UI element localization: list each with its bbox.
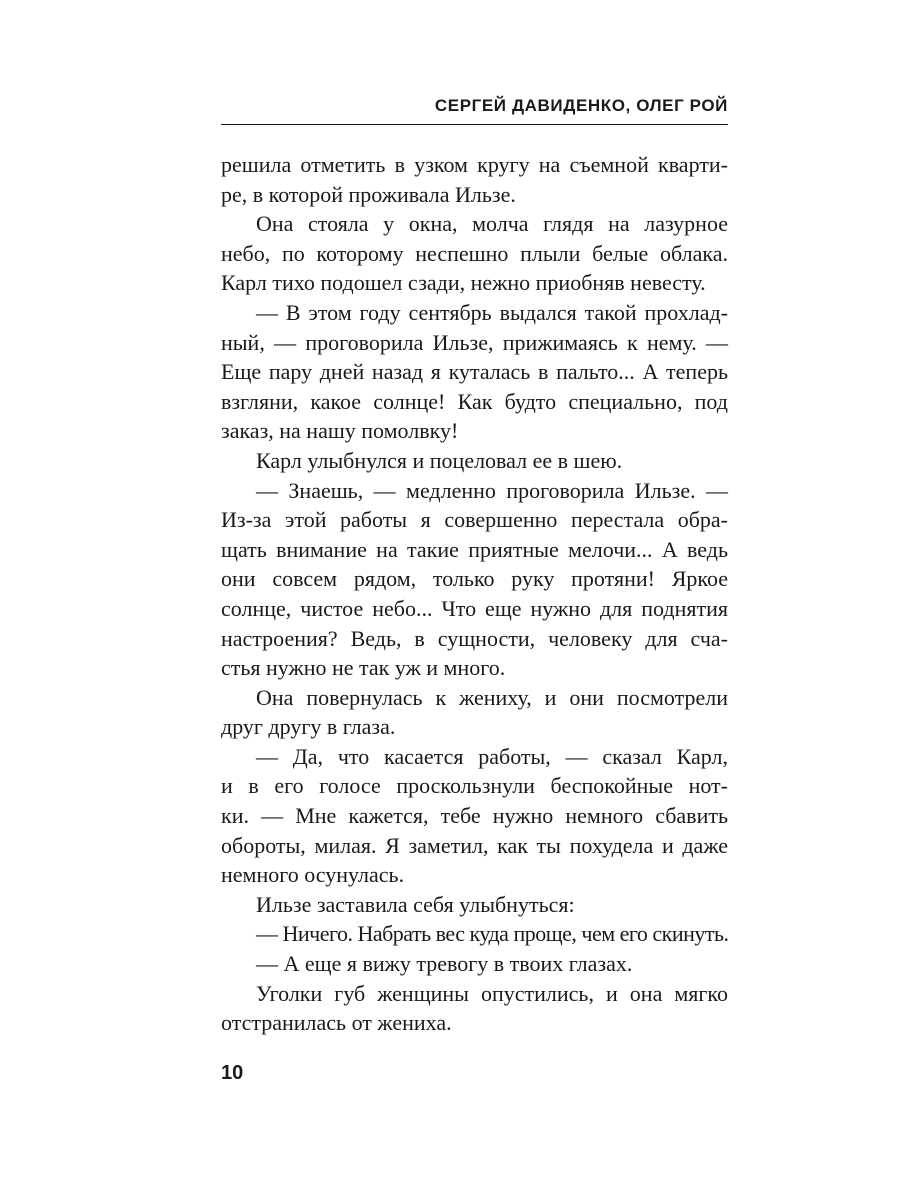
text-line: солнце, чистое небо... Что еще нужно для поднятия — [221, 595, 728, 621]
text-line: Уголки губ женщины опустились, и она мягко — [256, 980, 728, 1006]
text-line: решила отметить в узком кругу на съемной кварти- — [221, 152, 728, 177]
text-line: Еще пару дней назад я куталась в пальто... А теперь — [221, 359, 728, 385]
text-line: — В этом году сентябрь выдался такой прохлад- — [256, 299, 728, 325]
text-line: — А еще я вижу тревогу в твоих глазах. — [256, 951, 633, 977]
text-line: настроения? Ведь, в сущности, человеку для сча- — [221, 625, 728, 651]
running-head: СЕРГЕЙ ДАВИДЕНКО, ОЛЕГ РОЙ — [434, 96, 728, 115]
text-line: стья нужно не так уж и много. — [221, 655, 506, 681]
text-line: и в его голосе проскользнули беспокойные нот- — [221, 773, 728, 799]
text-line: Ильзе заставила себя улыбнуться: — [256, 891, 575, 917]
page-number: 10 — [221, 1062, 244, 1084]
body-text — [221, 150, 728, 1038]
text-line: отстранилась от жениха. — [221, 1010, 452, 1036]
text-line: — Ничего. Набрать вес куда проще, чем его скинуть. — [256, 921, 729, 947]
text-line: немного осунулась. — [221, 862, 405, 888]
text-line: — Да, что касается работы, — сказал Карл, — [256, 743, 728, 769]
text-line: друг другу в глаза. — [221, 714, 396, 740]
text-line: — Знаешь, — медленно проговорила Ильзе. — — [256, 477, 728, 503]
text-line: щать внимание на такие приятные мелочи... А ведь — [221, 536, 728, 562]
text-line: Карл улыбнулся и поцеловал ее в шею. — [256, 447, 623, 473]
text-line: ре, в которой проживала Ильзе. — [221, 181, 516, 207]
text-line: заказ, на нашу помолвку! — [221, 418, 459, 444]
text-line: обороты, милая. Я заметил, как ты похудела и даже — [221, 832, 728, 858]
text-line: ки. — Мне кажется, тебе нужно немного сбавить — [221, 803, 728, 829]
text-line: Она стояла у окна, молча глядя на лазурное — [256, 211, 728, 237]
text-line: ный, — проговорила Ильзе, прижимаясь к нему. — — [221, 329, 728, 355]
text-line: взгляни, какое солнце! Как будто специально, под — [221, 388, 728, 414]
header-rule — [221, 124, 728, 125]
text-line: небо, по которому неспешно плыли белые облака. — [221, 240, 728, 266]
text-line: Карл тихо подошел сзади, нежно приобняв невесту. — [221, 270, 706, 296]
text-line: Она повернулась к жениху, и они посмотрели — [256, 684, 728, 710]
text-line: они совсем рядом, только руку протяни! Яркое — [221, 566, 728, 592]
text-line: Из-за этой работы я совершенно перестала обра- — [221, 507, 728, 533]
